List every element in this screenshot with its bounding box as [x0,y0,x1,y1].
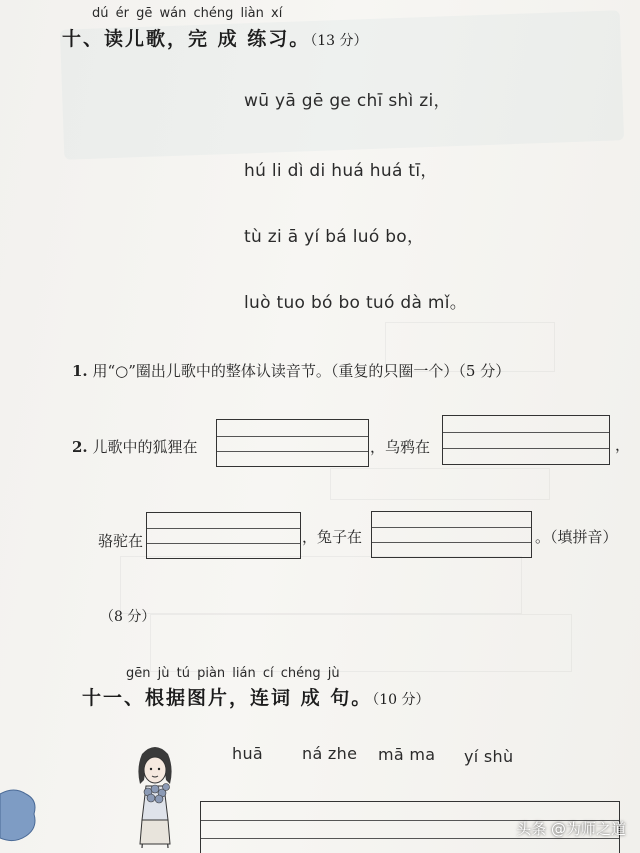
word-4: yí shù [464,747,514,766]
poem-line-2: hú li dì di huá huá tī， [244,161,438,181]
poem-line-4: luò tuo bó bo tuó dà mǐ。 [244,293,468,313]
section-10-heading [62,24,368,51]
question-2-lead [72,436,197,457]
section-11-pinyin: gēn jù tú piàn lián cí chéng jù [126,666,340,681]
section-10-pinyin: dú ér gē wán chéng liàn xí [92,6,283,21]
question-2-instruction: 。（填拼音） [535,528,618,546]
question-1-number: 1. [72,362,88,380]
section-10-title: 十、读儿歌，完 成 练习。 [62,28,311,50]
bleed-through-box [330,468,550,500]
section-11-title: 十一、根据图片，连词 成 句。 [82,687,373,709]
word-1: huā [232,744,263,763]
poem-line-1: wū yā gē ge chī shì zi， [244,91,451,111]
girl-with-flowers-illustration [128,740,182,853]
question-2-fox-label: 儿歌中的狐狸在 [92,438,198,456]
bleed-through-grid [120,556,522,614]
bleed-through-grid [150,614,572,672]
cloud-decoration [0,784,40,844]
word-2: ná zhe [302,744,358,763]
word-3: mā ma [378,745,436,764]
answer-box-camel[interactable] [146,512,301,559]
question-2-camel-label: 骆驼在 [98,532,144,550]
question-2-comma: ， [615,436,631,454]
answer-box-rabbit[interactable] [371,511,532,558]
question-1 [72,360,510,381]
answer-box-crow[interactable] [442,415,610,465]
question-1-text: 用“○”圈出儿歌中的整体认读音节。（重复的只圈一个）（5 分） [92,362,511,380]
section-11-score: （10 分） [372,692,430,708]
section-10-score: （13 分） [310,33,368,49]
poem-line-3: tù zi ā yí bá luó bo， [244,227,425,247]
question-2-crow-label: ，乌鸦在 [370,438,431,456]
section-11-heading [82,683,430,710]
answer-box-fox[interactable] [216,419,369,467]
watermark: 头条 @为师之道 [516,820,626,838]
question-2-score: （8 分） [100,609,156,625]
question-2-rabbit-label: ，兔子在 [302,528,363,546]
question-2-number: 2. [72,438,88,456]
